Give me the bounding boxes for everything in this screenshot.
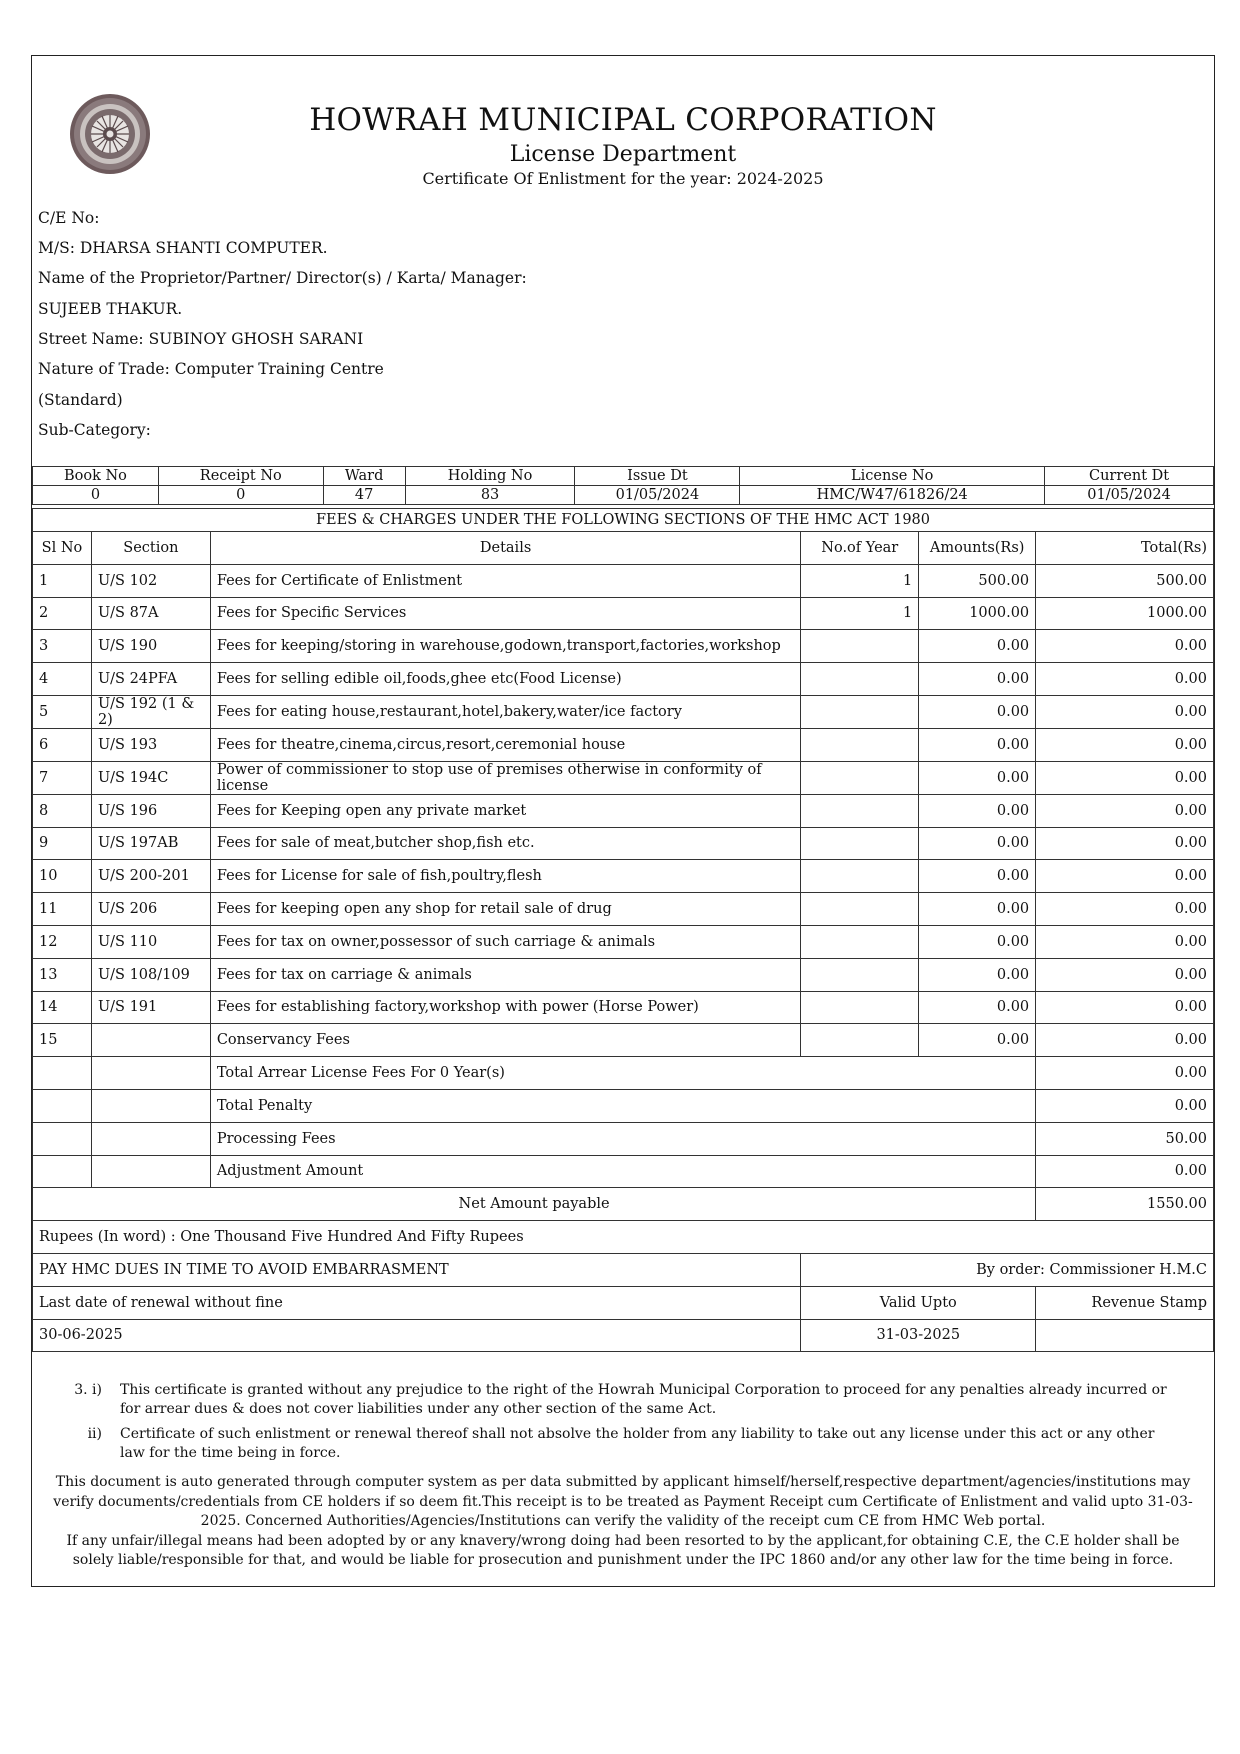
valid-upto-date: 31-03-2025 [801,1319,1036,1352]
disclaimer-liability: If any unfair/illegal means had been adopted by or any knavery/wrong doing had been resorted to by the applicant,for obtaining C.E, the C.E holder shall be solely liable/responsible for that, and would be liable for prosecution and punishment under the IPC 1860 and/or any other law for the time being in force. [66,1532,1180,1568]
fee-years [801,925,919,958]
receipt-no-value: 0 [158,486,323,505]
fee-row [33,860,1214,893]
validity-value-row [33,1319,1214,1352]
fee-sl-no: 14 [33,991,92,1024]
term-1 [52,1381,1178,1419]
disclaimer [46,1473,1200,1571]
sub-category: Sub-Category: [38,421,151,439]
fee-row [33,597,1214,630]
fee-years [801,663,919,696]
by-order: By order: Commissioner H.M.C [801,1253,1214,1286]
fee-section: U/S 108/109 [91,958,210,991]
charge-blank-section [91,1155,210,1188]
license-header-row [33,467,1214,486]
charge-blank-sl [33,1089,92,1122]
valid-upto-label: Valid Upto [801,1286,1036,1319]
fee-sl-no: 1 [33,564,92,597]
fee-sl-no: 7 [33,761,92,794]
fee-section: U/S 192 (1 & 2) [91,695,210,728]
fee-total: 0.00 [1036,925,1214,958]
fee-amount: 0.00 [919,728,1036,761]
fee-section: U/S 87A [91,597,210,630]
fee-row [33,663,1214,696]
fee-amount: 0.00 [919,893,1036,926]
fee-section: U/S 193 [91,728,210,761]
fee-details: Fees for tax on carriage & animals [210,958,801,991]
fee-years [801,1024,919,1057]
issue-date-value: 01/05/2024 [575,486,740,505]
fee-row [33,794,1214,827]
fee-total: 0.00 [1036,991,1214,1024]
disclaimer-auto-generated: This document is auto generated through computer system as per data submitted by applicant himself/herself,respective department/agencies/institutions may verify documents/credentials from CE holders if so deem fit.This receipt is to be treated as Payment Receipt cum Certificate of Enlistment and valid upto 31-03-2025. Concerned Authorities/Agencies/Institutions can verify the validity of the receipt cum CE from HMC Web portal. [53,1474,1193,1529]
fee-years [801,761,919,794]
fee-sl-no: 3 [33,630,92,663]
charge-label: Adjustment Amount [210,1155,1035,1188]
fee-total: 0.00 [1036,958,1214,991]
terms-section [32,1381,1214,1571]
fee-years: 1 [801,597,919,630]
charge-value: 0.00 [1036,1057,1214,1090]
fee-amount: 0.00 [919,663,1036,696]
ward-value: 47 [323,486,405,505]
holding-no-header: Holding No [405,467,575,486]
fee-details: Fees for theatre,cinema,circus,resort,ceremonial house [210,728,801,761]
fee-details: Fees for keeping/storing in warehouse,godown,transport,factories,workshop [210,630,801,663]
fee-amount: 0.00 [919,827,1036,860]
fee-row [33,695,1214,728]
charge-blank-sl [33,1155,92,1188]
renewal-label: Last date of renewal without fine [33,1286,801,1319]
fee-amount: 0.00 [919,761,1036,794]
book-no-header: Book No [33,467,159,486]
license-no-value: HMC/W47/61826/24 [740,486,1045,505]
charge-blank-sl [33,1057,92,1090]
fee-details: Conservancy Fees [210,1024,801,1057]
fee-years [801,827,919,860]
fee-total: 0.00 [1036,860,1214,893]
fee-years [801,991,919,1024]
net-amount-row [33,1188,1214,1221]
fee-section: U/S 196 [91,794,210,827]
net-amount-value: 1550.00 [1036,1188,1214,1221]
fee-row [33,925,1214,958]
charge-value: 50.00 [1036,1122,1214,1155]
fee-amount: 0.00 [919,1024,1036,1057]
fee-years [801,893,919,926]
fee-total: 0.00 [1036,1024,1214,1057]
fee-sl-no: 11 [33,893,92,926]
fee-details: Fees for establishing factory,workshop with power (Horse Power) [210,991,801,1024]
current-date-header: Current Dt [1045,467,1214,486]
street-name: Street Name: SUBINOY GHOSH SARANI [38,330,364,348]
holding-no-value: 83 [405,486,575,505]
receipt-no-header: Receipt No [158,467,323,486]
fee-section: U/S 200-201 [91,860,210,893]
section-header: Section [91,532,210,565]
license-value-row [33,486,1214,505]
net-amount-label: Net Amount payable [33,1188,1036,1221]
pay-notice: PAY HMC DUES IN TIME TO AVOID EMBARRASMENT [33,1253,801,1286]
charge-value: 0.00 [1036,1155,1214,1188]
fee-details: Power of commissioner to stop use of premises otherwise in conformity of license [210,761,801,794]
years-header: No.of Year [801,532,919,565]
fee-total: 0.00 [1036,893,1214,926]
fee-section: U/S 110 [91,925,210,958]
fee-amount: 0.00 [919,991,1036,1024]
fee-row [33,564,1214,597]
term-1-label: 3. i) [74,1382,102,1398]
details-header: Details [210,532,801,565]
fee-years [801,958,919,991]
proprietor-label: Name of the Proprietor/Partner/ Director(s) / Karta/ Manager: [38,269,527,287]
sl-no-header: Sl No [33,532,92,565]
fee-row [33,761,1214,794]
charge-row [33,1122,1214,1155]
fee-details: Fees for tax on owner,possessor of such carriage & animals [210,925,801,958]
book-no-value: 0 [33,486,159,505]
amount-in-words-row [33,1221,1214,1254]
validity-label-row [33,1286,1214,1319]
revenue-stamp-box [1036,1319,1214,1352]
term-2-text: Certificate of such enlistment or renewal thereof shall not absolve the holder from any liability to take out any license under this act or any other law for the time being in force. [120,1426,1155,1461]
fee-years: 1 [801,564,919,597]
fee-section: U/S 206 [91,893,210,926]
fee-section: U/S 191 [91,991,210,1024]
fee-amount: 0.00 [919,860,1036,893]
fee-sl-no: 12 [33,925,92,958]
fee-row [33,630,1214,663]
fee-details: Fees for selling edible oil,foods,ghee etc(Food License) [210,663,801,696]
corporation-title: HOWRAH MUNICIPAL CORPORATION [309,102,937,138]
license-details-table [32,466,1214,505]
fees-header-row [33,532,1214,565]
fee-total: 0.00 [1036,695,1214,728]
fee-sl-no: 13 [33,958,92,991]
fee-row [33,728,1214,761]
fee-years [801,860,919,893]
fee-section: U/S 190 [91,630,210,663]
amount-in-words: Rupees (In word) : One Thousand Five Hundred And Fifty Rupees [33,1221,1214,1254]
fee-total: 0.00 [1036,827,1214,860]
fee-details: Fees for keeping open any shop for retail sale of drug [210,893,801,926]
fee-section: U/S 197AB [91,827,210,860]
business-name: M/S: DHARSA SHANTI COMPUTER. [38,239,328,257]
fee-sl-no: 9 [33,827,92,860]
fee-amount: 0.00 [919,958,1036,991]
fee-total: 0.00 [1036,728,1214,761]
fee-sl-no: 10 [33,860,92,893]
fee-amount: 0.00 [919,925,1036,958]
fee-section: U/S 24PFA [91,663,210,696]
renewal-date: 30-06-2025 [33,1319,801,1352]
ce-number: C/E No: [38,209,100,227]
fee-total: 1000.00 [1036,597,1214,630]
charge-label: Total Penalty [210,1089,1035,1122]
revenue-stamp-label: Revenue Stamp [1036,1286,1214,1319]
license-no-header: License No [740,467,1045,486]
fee-details: Fees for Certificate of Enlistment [210,564,801,597]
total-header: Total(Rs) [1036,532,1214,565]
fee-details: Fees for License for sale of fish,poultry,flesh [210,860,801,893]
charge-blank-section [91,1057,210,1090]
amounts-header: Amounts(Rs) [919,532,1036,565]
fee-years [801,630,919,663]
fees-table [32,508,1214,1352]
fee-sl-no: 5 [33,695,92,728]
fee-sl-no: 2 [33,597,92,630]
trade-nature: Nature of Trade: Computer Training Centre [38,360,384,378]
ward-header: Ward [323,467,405,486]
fee-sl-no: 4 [33,663,92,696]
fee-section: U/S 102 [91,564,210,597]
pay-notice-row [33,1253,1214,1286]
fee-row [33,1024,1214,1057]
fees-banner-row [33,509,1214,532]
term-2 [52,1425,1178,1463]
fee-row [33,991,1214,1024]
fee-total: 0.00 [1036,663,1214,696]
charge-blank-section [91,1089,210,1122]
fee-years [801,695,919,728]
department-name: License Department [509,142,737,167]
fees-banner: FEES & CHARGES UNDER THE FOLLOWING SECTIONS OF THE HMC ACT 1980 [33,509,1214,532]
charge-row [33,1057,1214,1090]
trade-standard: (Standard) [38,391,123,409]
issue-date-header: Issue Dt [575,467,740,486]
proprietor-name: SUJEEB THAKUR. [38,300,183,318]
certificate-frame [31,55,1215,1587]
fee-amount: 0.00 [919,695,1036,728]
fee-years [801,728,919,761]
charge-label: Processing Fees [210,1122,1035,1155]
fee-total: 0.00 [1036,794,1214,827]
fee-sl-no: 8 [33,794,92,827]
fee-amount: 500.00 [919,564,1036,597]
fee-details: Fees for eating house,restaurant,hotel,bakery,water/ice factory [210,695,801,728]
fee-details: Fees for Keeping open any private market [210,794,801,827]
fee-total: 0.00 [1036,630,1214,663]
fee-details: Fees for sale of meat,butcher shop,fish etc. [210,827,801,860]
charge-label: Total Arrear License Fees For 0 Year(s) [210,1057,1035,1090]
charge-row [33,1089,1214,1122]
fee-total: 500.00 [1036,564,1214,597]
charge-blank-section [91,1122,210,1155]
term-1-text: This certificate is granted without any prejudice to the right of the Howrah Municipal Corporation to proceed for any penalties already incurred or for arrear dues & does not cover liabilities under any other section of the same Act. [120,1382,1167,1417]
fee-row [33,958,1214,991]
current-date-value: 01/05/2024 [1045,486,1214,505]
fee-total: 0.00 [1036,761,1214,794]
fee-row [33,893,1214,926]
fee-sl-no: 6 [33,728,92,761]
fee-section: U/S 194C [91,761,210,794]
term-2-label: ii) [87,1426,102,1442]
fee-amount: 1000.00 [919,597,1036,630]
fee-section [91,1024,210,1057]
fee-sl-no: 15 [33,1024,92,1057]
certificate-year: Certificate Of Enlistment for the year: 2024-2025 [422,169,824,188]
charge-blank-sl [33,1122,92,1155]
charge-value: 0.00 [1036,1089,1214,1122]
charge-row [33,1155,1214,1188]
fee-years [801,794,919,827]
fee-details: Fees for Specific Services [210,597,801,630]
fee-row [33,827,1214,860]
fee-amount: 0.00 [919,630,1036,663]
fee-amount: 0.00 [919,794,1036,827]
